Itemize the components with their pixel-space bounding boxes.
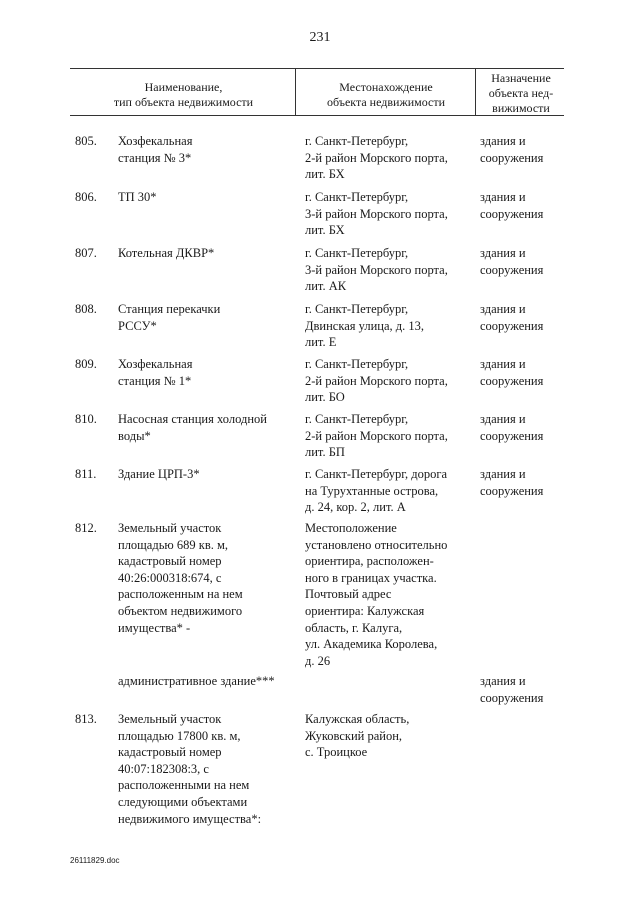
header-location-line: объекта недвижимости [326, 95, 446, 109]
name-line: ТП 30* [118, 190, 157, 204]
location-line: ориентира, расположен- [305, 554, 434, 569]
row-location [305, 466, 447, 516]
location-line: г. Санкт-Петербург, [305, 412, 409, 426]
name-line: Котельная ДКВР* [118, 246, 215, 260]
row-number: 805. [75, 134, 97, 148]
row-name [118, 466, 200, 483]
location-line: ного в границах участка. [305, 570, 437, 585]
purpose-line: сооружения [480, 206, 544, 221]
row-name [118, 356, 192, 389]
location-line: лит. БП [305, 445, 345, 460]
row-number: 813. [75, 712, 97, 726]
name-line: кадастровый номер [118, 745, 222, 760]
purpose-line: сооружения [480, 150, 544, 165]
name-line: станция № 3* [118, 150, 192, 165]
header-name-line: тип объекта недвижимости [113, 95, 254, 109]
header-purpose [477, 71, 565, 116]
name-line: Станция перекачки [118, 302, 221, 316]
row-number: 810. [75, 412, 97, 426]
location-line: лит. Е [305, 335, 337, 350]
row-number: 806. [75, 190, 97, 204]
row-purpose [480, 189, 543, 222]
name-line: следующими объектами [118, 794, 248, 809]
row-number: 812. [75, 521, 97, 535]
row-number: 809. [75, 357, 97, 371]
header-name [72, 80, 295, 110]
row-location [305, 301, 424, 351]
location-line: установлено относительно [305, 537, 448, 552]
footer-filename: 26111829.doc [70, 856, 120, 865]
header-purpose-line: Назначение [491, 71, 551, 85]
header-top-rule [70, 68, 564, 69]
name-line: административное здание*** [118, 674, 275, 688]
row-number: 811. [75, 467, 97, 481]
name-line: Земельный участок [118, 712, 222, 726]
name-line: площадью 689 кв. м, [118, 537, 229, 552]
name-line: РССУ* [118, 318, 157, 333]
name-line: 40:26:000318:674, с [118, 570, 222, 585]
purpose-line: здания и [480, 246, 526, 260]
row-name [118, 301, 220, 334]
location-line: 3-й район Морского порта, [305, 262, 448, 277]
row-location [305, 520, 447, 669]
location-line: с. Троицкое [305, 745, 368, 760]
location-line: на Турухтанные острова, [305, 483, 439, 498]
row-location [305, 133, 448, 183]
purpose-line: сооружения [480, 373, 544, 388]
location-line: 2-й район Морского порта, [305, 428, 448, 443]
header-divider-2 [475, 68, 476, 115]
location-line: г. Санкт-Петербург, [305, 134, 409, 148]
location-line: г. Санкт-Петербург, [305, 190, 409, 204]
row-location [305, 711, 409, 761]
location-line: ориентира: Калужская [305, 603, 425, 618]
location-line: 3-й район Морского порта, [305, 206, 448, 221]
purpose-line: сооружения [480, 262, 544, 277]
location-line: 2-й район Морского порта, [305, 373, 448, 388]
name-line: воды* [118, 428, 151, 443]
location-line: Местоположение [305, 521, 397, 535]
row-purpose [480, 356, 543, 389]
row-number: 808. [75, 302, 97, 316]
row-purpose [480, 411, 543, 444]
location-line: г. Санкт-Петербург, [305, 302, 409, 316]
purpose-line: сооружения [480, 690, 544, 705]
location-line: д. 26 [305, 653, 331, 668]
name-line: объектом недвижимого [118, 603, 243, 618]
row-purpose [480, 245, 543, 278]
name-line: кадастровый номер [118, 554, 222, 569]
page-number: 231 [309, 30, 331, 45]
location-line: лит. АК [305, 279, 347, 294]
header-location [297, 80, 475, 110]
location-line: область, г. Калуга, [305, 620, 403, 635]
row-name [118, 189, 157, 206]
row-location [305, 411, 448, 461]
purpose-line: здания и [480, 467, 526, 481]
row-name [118, 133, 192, 166]
row-number: 807. [75, 246, 97, 260]
purpose-line: сооружения [480, 428, 544, 443]
row-name [118, 411, 267, 444]
row-purpose [480, 673, 543, 706]
location-line: лит. БХ [305, 167, 345, 182]
name-line: недвижимого имущества*: [118, 811, 262, 826]
location-line: 2-й район Морского порта, [305, 150, 448, 165]
name-line: расположенным на нем [118, 587, 243, 602]
header-location-line: Местонахождение [339, 80, 433, 94]
name-line: расположенными на нем [118, 778, 250, 793]
row-location [305, 245, 448, 295]
purpose-line: здания и [480, 357, 526, 371]
row-name [118, 711, 261, 827]
location-line: д. 24, кор. 2, лит. А [305, 500, 406, 515]
name-line: площадью 17800 кв. м, [118, 728, 241, 743]
row-name [118, 245, 214, 262]
purpose-line: здания и [480, 302, 526, 316]
header-purpose-line: вижимости [492, 101, 550, 115]
name-line: имущества* - [118, 620, 191, 635]
location-line: г. Санкт-Петербург, дорога [305, 467, 448, 481]
name-line: Здание ЦРП-3* [118, 467, 200, 481]
row-purpose [480, 133, 543, 166]
name-line: Хозфекальная [118, 357, 193, 371]
row-location [305, 189, 448, 239]
location-line: Калужская область, [305, 712, 410, 726]
location-line: ул. Академика Королева, [305, 637, 438, 652]
row-location [305, 356, 448, 406]
location-line: г. Санкт-Петербург, [305, 357, 409, 371]
header-name-line: Наименование, [144, 80, 223, 94]
purpose-line: сооружения [480, 483, 544, 498]
purpose-line: здания и [480, 412, 526, 426]
header-purpose-line: объекта нед- [488, 86, 554, 100]
purpose-line: здания и [480, 190, 526, 204]
location-line: Жуковский район, [305, 728, 403, 743]
name-line: Насосная станция холодной [118, 412, 267, 426]
row-name [118, 673, 275, 690]
row-purpose [480, 301, 543, 334]
location-line: Почтовый адрес [305, 587, 392, 602]
location-line: Двинская улица, д. 13, [305, 318, 425, 333]
name-line: 40:07:182308:3, с [118, 761, 209, 776]
purpose-line: сооружения [480, 318, 544, 333]
location-line: г. Санкт-Петербург, [305, 246, 409, 260]
header-divider-1 [295, 68, 296, 115]
row-purpose [480, 466, 543, 499]
purpose-line: здания и [480, 134, 526, 148]
location-line: лит. БХ [305, 223, 345, 238]
location-line: лит. БО [305, 390, 345, 405]
row-name [118, 520, 243, 636]
name-line: станция № 1* [118, 373, 192, 388]
name-line: Земельный участок [118, 521, 222, 535]
purpose-line: здания и [480, 674, 526, 688]
name-line: Хозфекальная [118, 134, 193, 148]
